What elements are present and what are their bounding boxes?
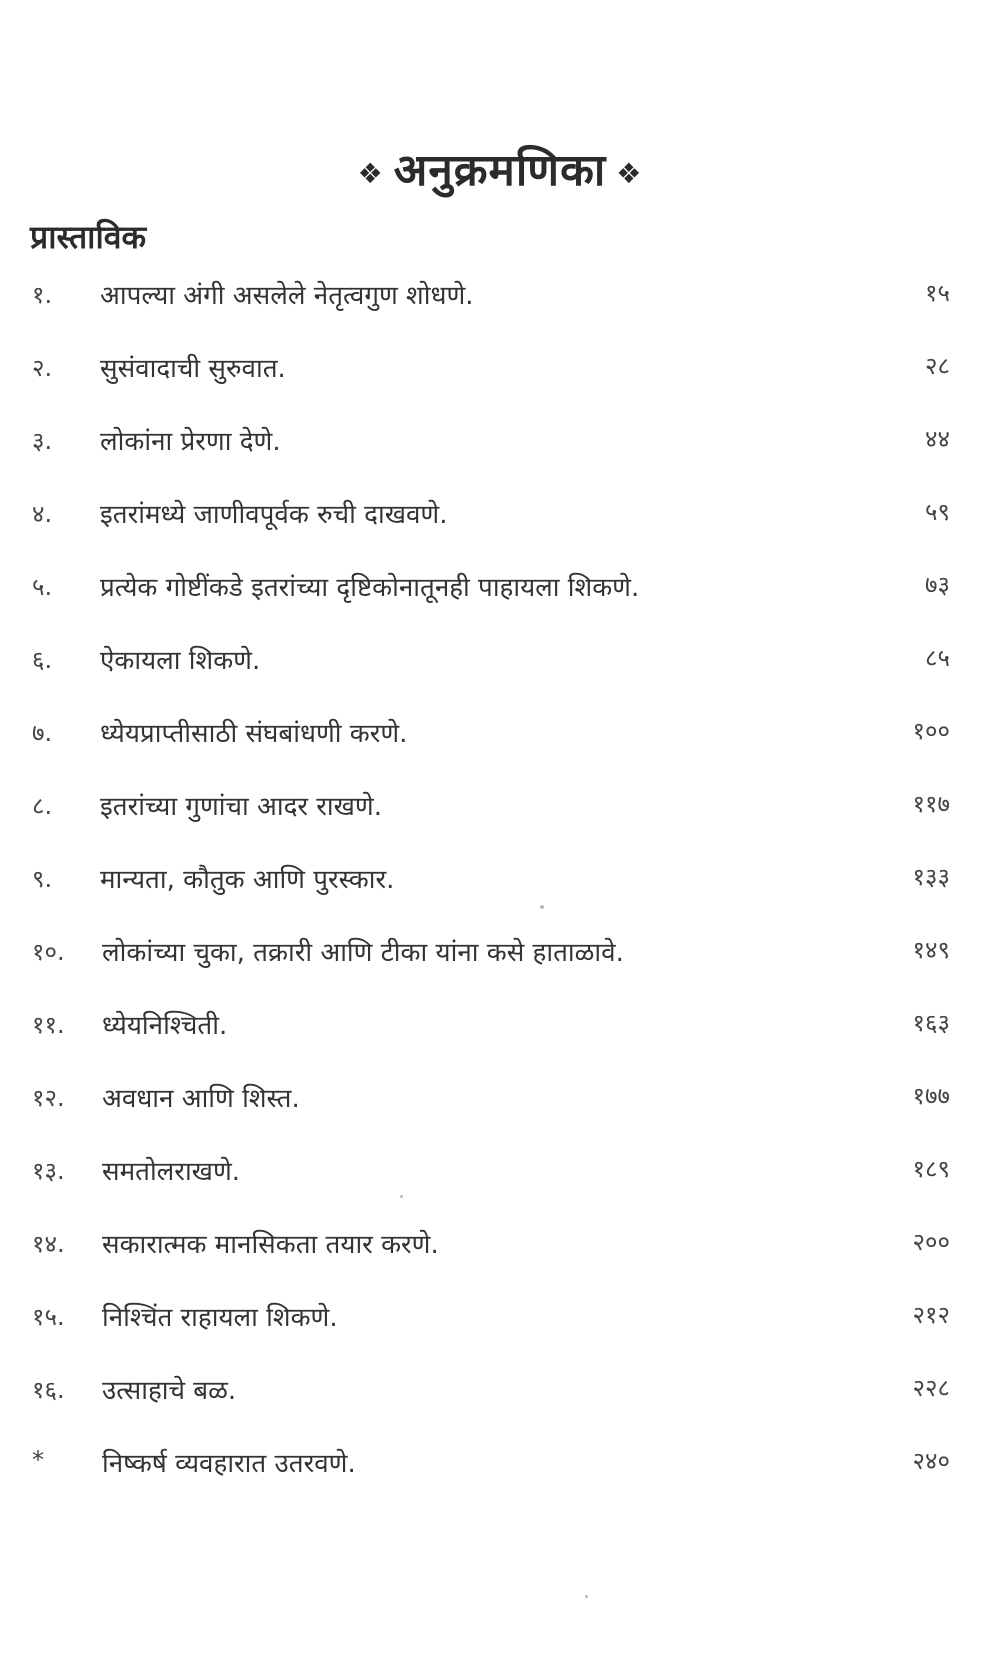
toc-entry	[0, 927, 1000, 987]
entry-number: ४.	[32, 500, 53, 528]
entry-page-number: १४९	[912, 936, 950, 964]
entry-title: इतरांच्या गुणांचा आदर राखणे.	[100, 792, 382, 822]
entry-number: ५.	[32, 573, 53, 601]
diamond-ornament-icon: ❖	[616, 156, 643, 190]
entry-title: ऐकायला शिकणे.	[100, 646, 261, 676]
page-title	[0, 138, 1000, 198]
entry-number: २.	[32, 354, 53, 382]
entry-number: १३.	[32, 1157, 65, 1185]
entry-title: समतोलराखणे.	[102, 1157, 241, 1187]
scan-speck	[585, 1595, 588, 1598]
entry-number: १६.	[32, 1376, 65, 1404]
toc-entry	[0, 1000, 1000, 1060]
toc-entry	[0, 489, 1000, 549]
entry-page-number: १००	[912, 717, 950, 745]
entry-title: इतरांमध्ये जाणीवपूर्वक रुची दाखवणे.	[100, 500, 448, 530]
entry-page-number: २००	[912, 1228, 950, 1256]
entry-page-number: ४४	[925, 425, 950, 453]
entry-page-number: १८९	[912, 1155, 950, 1183]
entry-title: आपल्या अंगी असलेले नेतृत्वगुण शोधणे.	[100, 281, 474, 311]
toc-entry	[0, 270, 1000, 330]
entry-page-number: २८	[925, 352, 950, 380]
entry-title: ध्येयनिश्चिती.	[102, 1011, 228, 1041]
entry-number: ७.	[32, 719, 53, 747]
entry-title: लोकांना प्रेरणा देणे.	[100, 427, 281, 457]
entry-title: अवधान आणि शिस्त.	[102, 1084, 300, 1114]
toc-entry	[0, 1219, 1000, 1279]
toc-entry	[0, 1365, 1000, 1425]
scan-speck	[540, 905, 544, 909]
toc-entry	[0, 854, 1000, 914]
toc-entry	[0, 1438, 1000, 1498]
toc-entry	[0, 1146, 1000, 1206]
entry-number: १२.	[32, 1084, 65, 1112]
toc-entry	[0, 781, 1000, 841]
entry-number: १४.	[32, 1230, 65, 1258]
toc-entry	[0, 708, 1000, 768]
entry-title: सकारात्मक मानसिकता तयार करणे.	[102, 1230, 439, 1260]
title-text: अनुक्रमणिका	[393, 145, 607, 196]
entry-title: ध्येयप्राप्तीसाठी संघबांधणी करणे.	[100, 719, 408, 749]
entry-page-number: १५	[925, 279, 950, 307]
entry-title: लोकांच्या चुका, तक्रारी आणि टीका यांना कसे हाताळावे.	[102, 938, 624, 968]
entry-number: ९.	[32, 865, 53, 893]
entry-number: ११.	[32, 1011, 65, 1039]
entry-title: सुसंवादाची सुरुवात.	[100, 354, 286, 384]
entry-number: ८.	[32, 792, 53, 820]
entry-title: मान्यता, कौतुक आणि पुरस्कार.	[100, 865, 395, 895]
entry-title: उत्साहाचे बळ.	[102, 1376, 237, 1406]
entry-title: निष्कर्ष व्यवहारात उतरवणे.	[102, 1449, 356, 1479]
entry-page-number: ७३	[925, 571, 950, 599]
entry-page-number: १६३	[912, 1009, 950, 1037]
diamond-ornament-icon: ❖	[357, 156, 384, 190]
entry-number: १.	[32, 281, 53, 309]
toc-entry	[0, 1292, 1000, 1352]
toc-entry	[0, 343, 1000, 403]
toc-entry	[0, 635, 1000, 695]
toc-entry	[0, 416, 1000, 476]
entry-title: प्रत्येक गोष्टींकडे इतरांच्या दृष्टिकोनातूनही पाहायला शिकणे.	[100, 573, 640, 603]
entry-number: ६.	[32, 646, 53, 674]
entry-page-number: २४०	[912, 1447, 950, 1475]
toc-entry	[0, 562, 1000, 622]
entry-page-number: ५९	[925, 498, 950, 526]
entry-page-number: ११७	[912, 790, 950, 818]
entry-page-number: १३३	[912, 863, 950, 891]
section-heading: प्रास्ताविक	[30, 218, 147, 256]
toc-entry	[0, 1073, 1000, 1133]
entry-number: *	[32, 1446, 44, 1474]
entry-page-number: २२८	[912, 1374, 950, 1402]
entry-number: १०.	[32, 938, 65, 966]
entry-number: १५.	[32, 1303, 65, 1331]
entry-page-number: २१२	[912, 1301, 950, 1329]
entry-page-number: ८५	[925, 644, 950, 672]
entry-title: निश्चिंत राहायला शिकणे.	[102, 1303, 338, 1333]
scan-speck	[400, 1195, 403, 1198]
entry-number: ३.	[32, 427, 53, 455]
entry-page-number: १७७	[912, 1082, 950, 1110]
